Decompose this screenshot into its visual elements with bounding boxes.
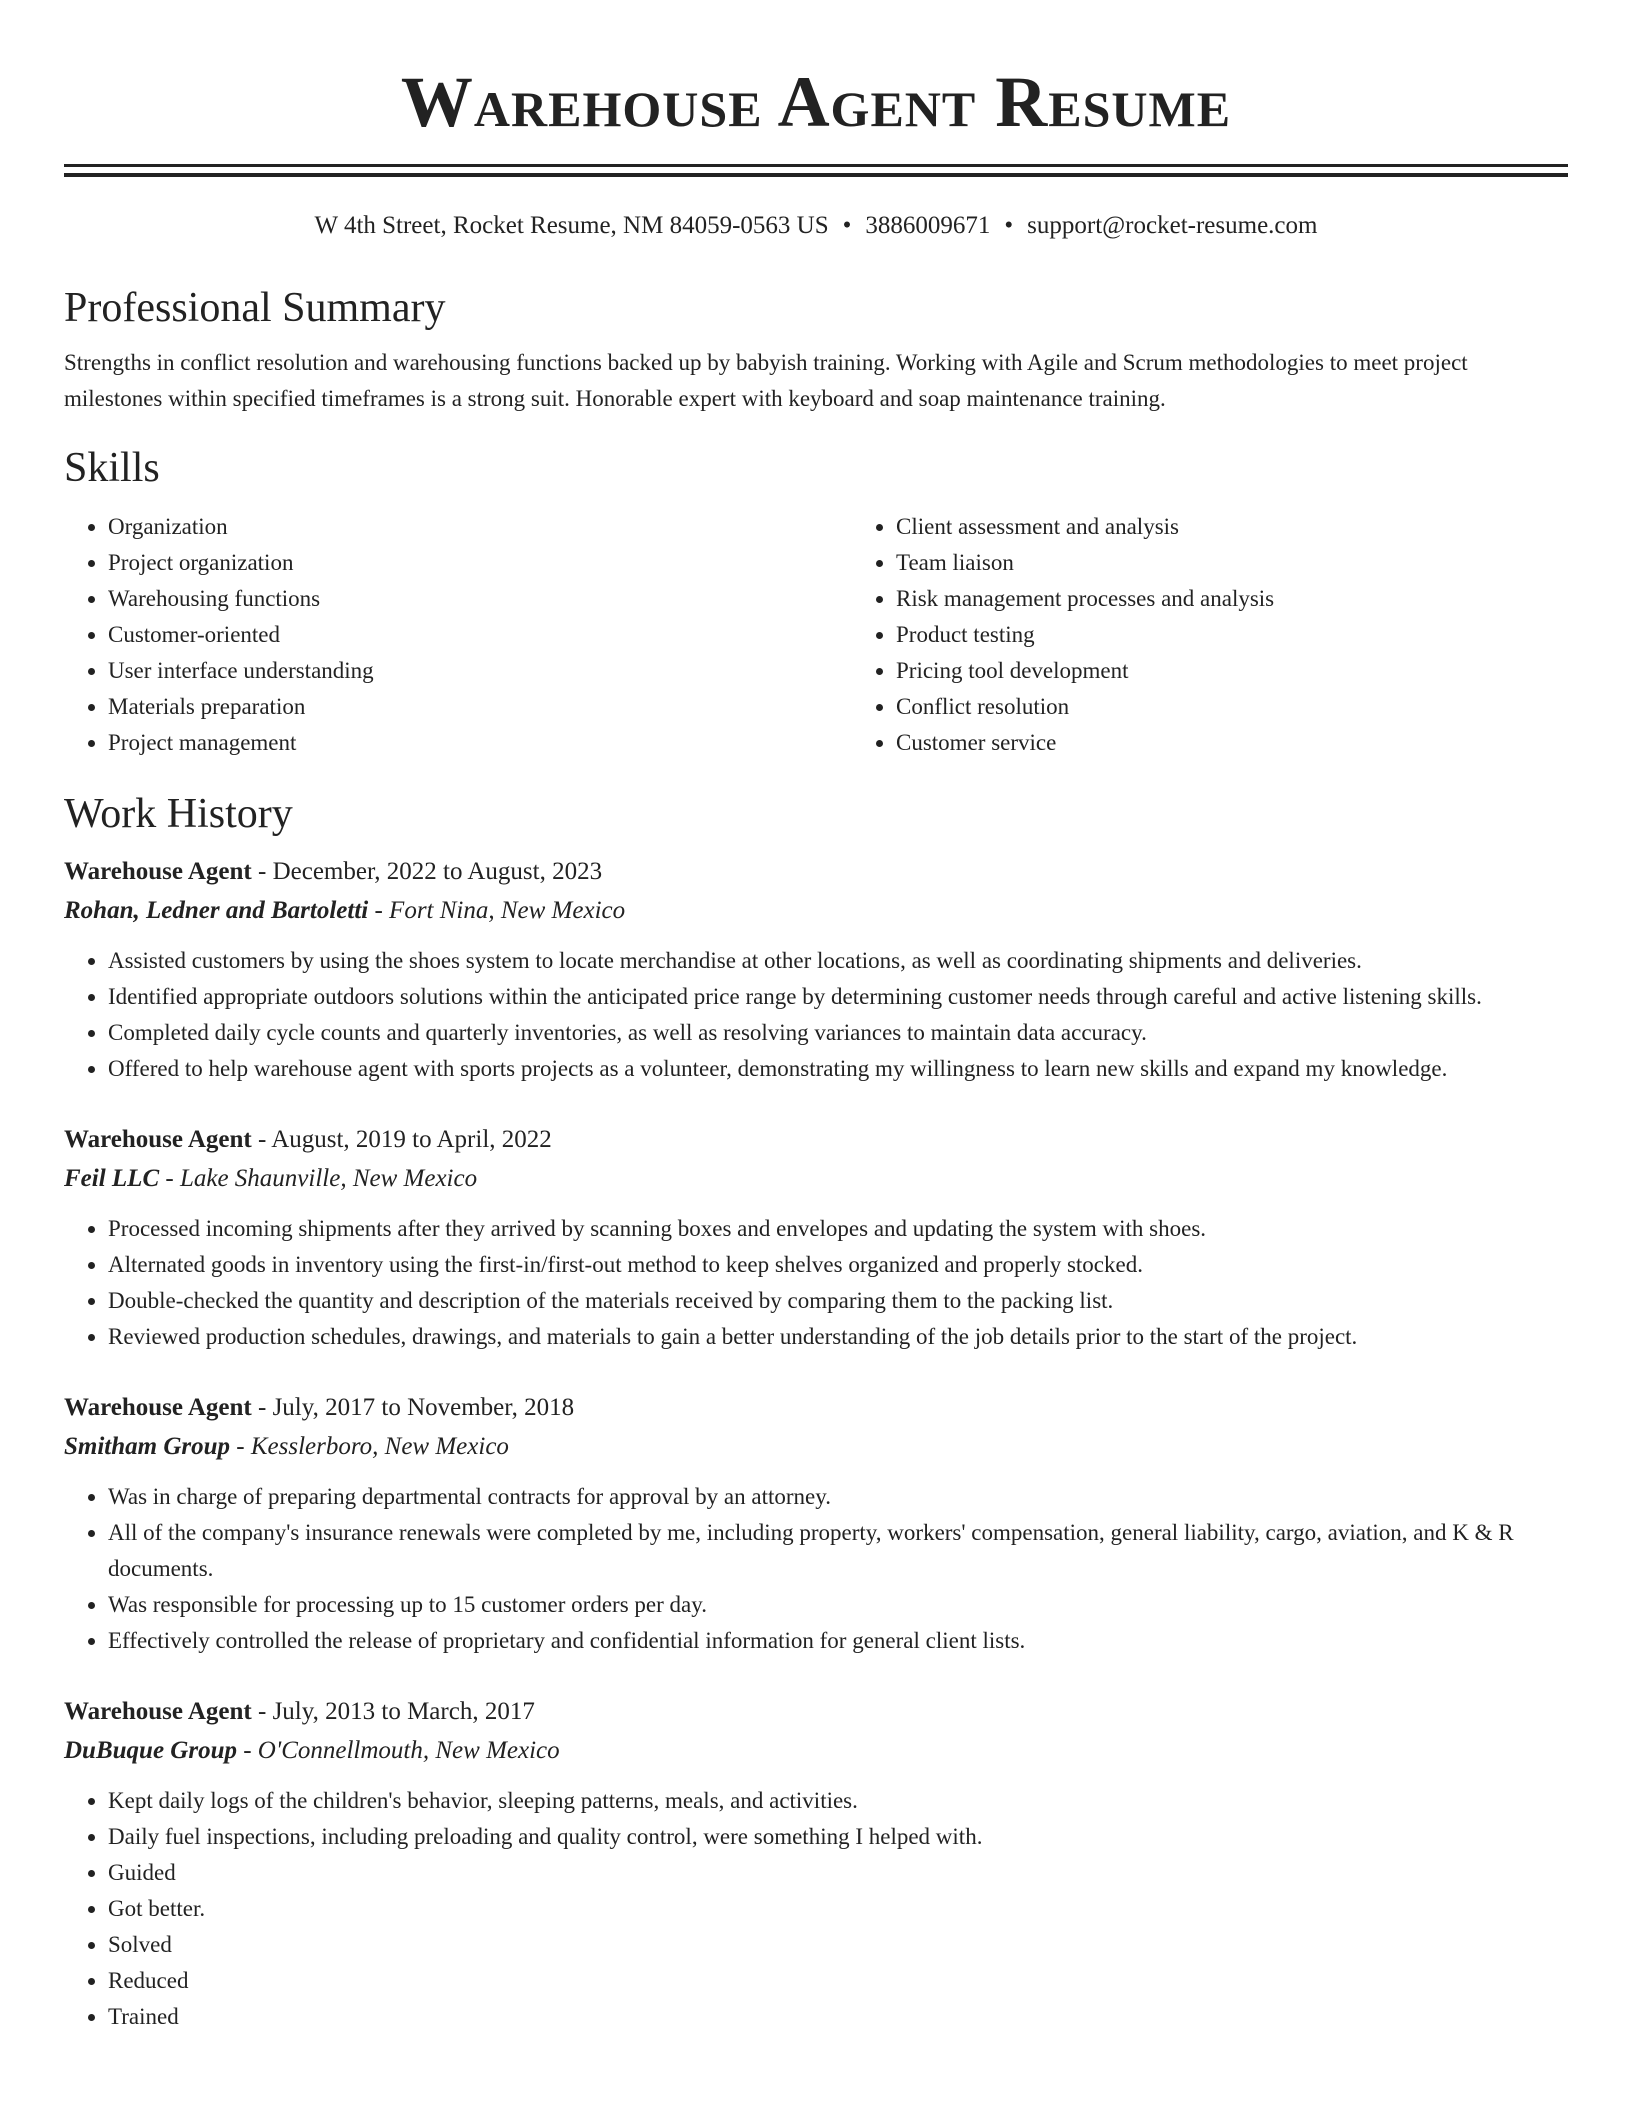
job-bullet: • Processed incoming shipments after they arrived by scanning boxes and envelopes and updating the system with shoes. xyxy=(108,1211,1568,1247)
contact-separator: • xyxy=(842,212,852,239)
job-location: - Lake Shaunville, New Mexico xyxy=(159,1165,478,1192)
skill-item: • Product testing xyxy=(896,617,1566,653)
job-bullets xyxy=(64,1211,1568,1355)
skill-item: • Pricing tool development xyxy=(896,653,1566,689)
skill-item: • Team liaison xyxy=(896,545,1566,581)
skill-item: • Customer service xyxy=(896,725,1566,761)
job-bullet: • Got better. xyxy=(108,1891,1568,1927)
skill-item: • Project management xyxy=(108,725,806,761)
job-employer-line xyxy=(64,1159,1568,1199)
job-employer-line xyxy=(64,1427,1568,1467)
job-company: Feil LLC xyxy=(64,1165,160,1192)
job-location: - Fort Nina, New Mexico xyxy=(368,897,626,924)
contact-line xyxy=(64,211,1568,241)
summary-heading: Professional Summary xyxy=(64,285,446,331)
job-bullet: • Completed daily cycle counts and quarterly inventories, as well as resolving variances to maintain data accuracy. xyxy=(108,1015,1568,1051)
skill-item: • Organization xyxy=(108,509,806,545)
job-bullet: • Reviewed production schedules, drawings, and materials to gain a better understanding of the job details prior to the start of the project. xyxy=(108,1319,1568,1355)
job-bullet: • Offered to help warehouse agent with sports projects as a volunteer, demonstrating my willingness to learn new skills and expand my knowledge. xyxy=(108,1051,1568,1087)
skills-heading: Skills xyxy=(64,445,160,491)
job-entry xyxy=(64,1121,1568,1355)
job-entry xyxy=(64,1693,1568,2035)
job-role: Warehouse Agent xyxy=(64,1126,252,1153)
contact-email: support@rocket-resume.com xyxy=(1027,212,1318,239)
job-role: Warehouse Agent xyxy=(64,1394,252,1421)
skill-item: • Warehousing functions xyxy=(108,581,806,617)
skill-item: • Client assessment and analysis xyxy=(896,509,1566,545)
job-bullet: • Double-checked the quantity and description of the materials received by comparing them to the packing list. xyxy=(108,1283,1568,1319)
job-bullets xyxy=(64,1479,1568,1659)
job-employer-line xyxy=(64,1731,1568,1771)
job-bullet: • Solved xyxy=(108,1927,1568,1963)
job-dates: - July, 2013 to March, 2017 xyxy=(251,1698,535,1725)
job-bullet: • All of the company's insurance renewals were completed by me, including property, workers' compensation, general liability, cargo, aviation, and K & R documents. xyxy=(108,1515,1568,1587)
skills-list-left xyxy=(64,509,806,761)
job-bullet: • Assisted customers by using the shoes system to locate merchandise at other locations, as well as coordinating shipments and deliveries. xyxy=(108,943,1568,979)
skill-item: • Risk management processes and analysis xyxy=(896,581,1566,617)
job-company: Smitham Group xyxy=(64,1433,231,1460)
job-title-line xyxy=(64,853,1568,891)
job-location: - Kesslerboro, New Mexico xyxy=(230,1433,509,1460)
job-location: - O'Connellmouth, New Mexico xyxy=(236,1737,560,1764)
job-role: Warehouse Agent xyxy=(64,858,252,885)
job-bullet: • Was in charge of preparing departmental contracts for approval by an attorney. xyxy=(108,1479,1568,1515)
job-bullet: • Daily fuel inspections, including preloading and quality control, were something I helped with. xyxy=(108,1819,1568,1855)
summary-text: Strengths in conflict resolution and warehousing functions backed up by babyish training. Working with Agile and Scrum methodologies to meet project milestones within specified timeframes is a strong suit. Honorable expert with keyboard and soap maintenance training. xyxy=(64,350,1468,411)
job-title-line xyxy=(64,1389,1568,1427)
job-bullet: • Was responsible for processing up to 15 customer orders per day. xyxy=(108,1587,1568,1623)
job-bullet: • Effectively controlled the release of proprietary and confidential information for general client lists. xyxy=(108,1623,1568,1659)
resume-page xyxy=(64,0,1568,2035)
skills-section xyxy=(64,443,1568,761)
job-bullet: • Identified appropriate outdoors solutions within the anticipated price range by determining customer needs through careful and active listening skills. xyxy=(108,979,1568,1015)
job-bullet: • Alternated goods in inventory using the first-in/first-out method to keep shelves organized and properly stocked. xyxy=(108,1247,1568,1283)
job-bullets xyxy=(64,1783,1568,2035)
job-company: DuBuque Group xyxy=(64,1737,237,1764)
job-company: Rohan, Ledner and Bartoletti xyxy=(64,897,369,924)
job-bullets xyxy=(64,943,1568,1087)
contact-address: W 4th Street, Rocket Resume, NM 84059-0563 US xyxy=(314,212,829,239)
resume-title: Warehouse Agent Resume xyxy=(400,62,1232,142)
header-divider-top xyxy=(64,164,1568,167)
work-history-section xyxy=(64,789,1568,2035)
contact-separator: • xyxy=(1004,212,1014,239)
skill-item: • User interface understanding xyxy=(108,653,806,689)
job-entry xyxy=(64,1389,1568,1659)
job-title-line xyxy=(64,1121,1568,1159)
header-divider-bottom xyxy=(64,173,1568,177)
job-bullet: • Kept daily logs of the children's behavior, sleeping patterns, meals, and activities. xyxy=(108,1783,1568,1819)
skills-columns xyxy=(64,509,1568,761)
job-dates: - December, 2022 to August, 2023 xyxy=(251,858,603,885)
job-employer-line xyxy=(64,891,1568,931)
summary-section xyxy=(64,283,1568,417)
skill-item: • Conflict resolution xyxy=(896,689,1566,725)
job-bullet: • Guided xyxy=(108,1855,1568,1891)
job-role: Warehouse Agent xyxy=(64,1698,252,1725)
job-bullet: • Trained xyxy=(108,1999,1568,2035)
skills-list-right xyxy=(806,509,1566,761)
job-entry xyxy=(64,853,1568,1087)
skill-item: • Customer-oriented xyxy=(108,617,806,653)
skill-item: • Project organization xyxy=(108,545,806,581)
contact-phone: 3886009671 xyxy=(865,212,991,239)
skill-item: • Materials preparation xyxy=(108,689,806,725)
work-history-heading: Work History xyxy=(64,791,293,837)
job-dates: - August, 2019 to April, 2022 xyxy=(251,1126,552,1153)
job-title-line xyxy=(64,1693,1568,1731)
job-bullet: • Reduced xyxy=(108,1963,1568,1999)
job-dates: - July, 2017 to November, 2018 xyxy=(251,1394,575,1421)
